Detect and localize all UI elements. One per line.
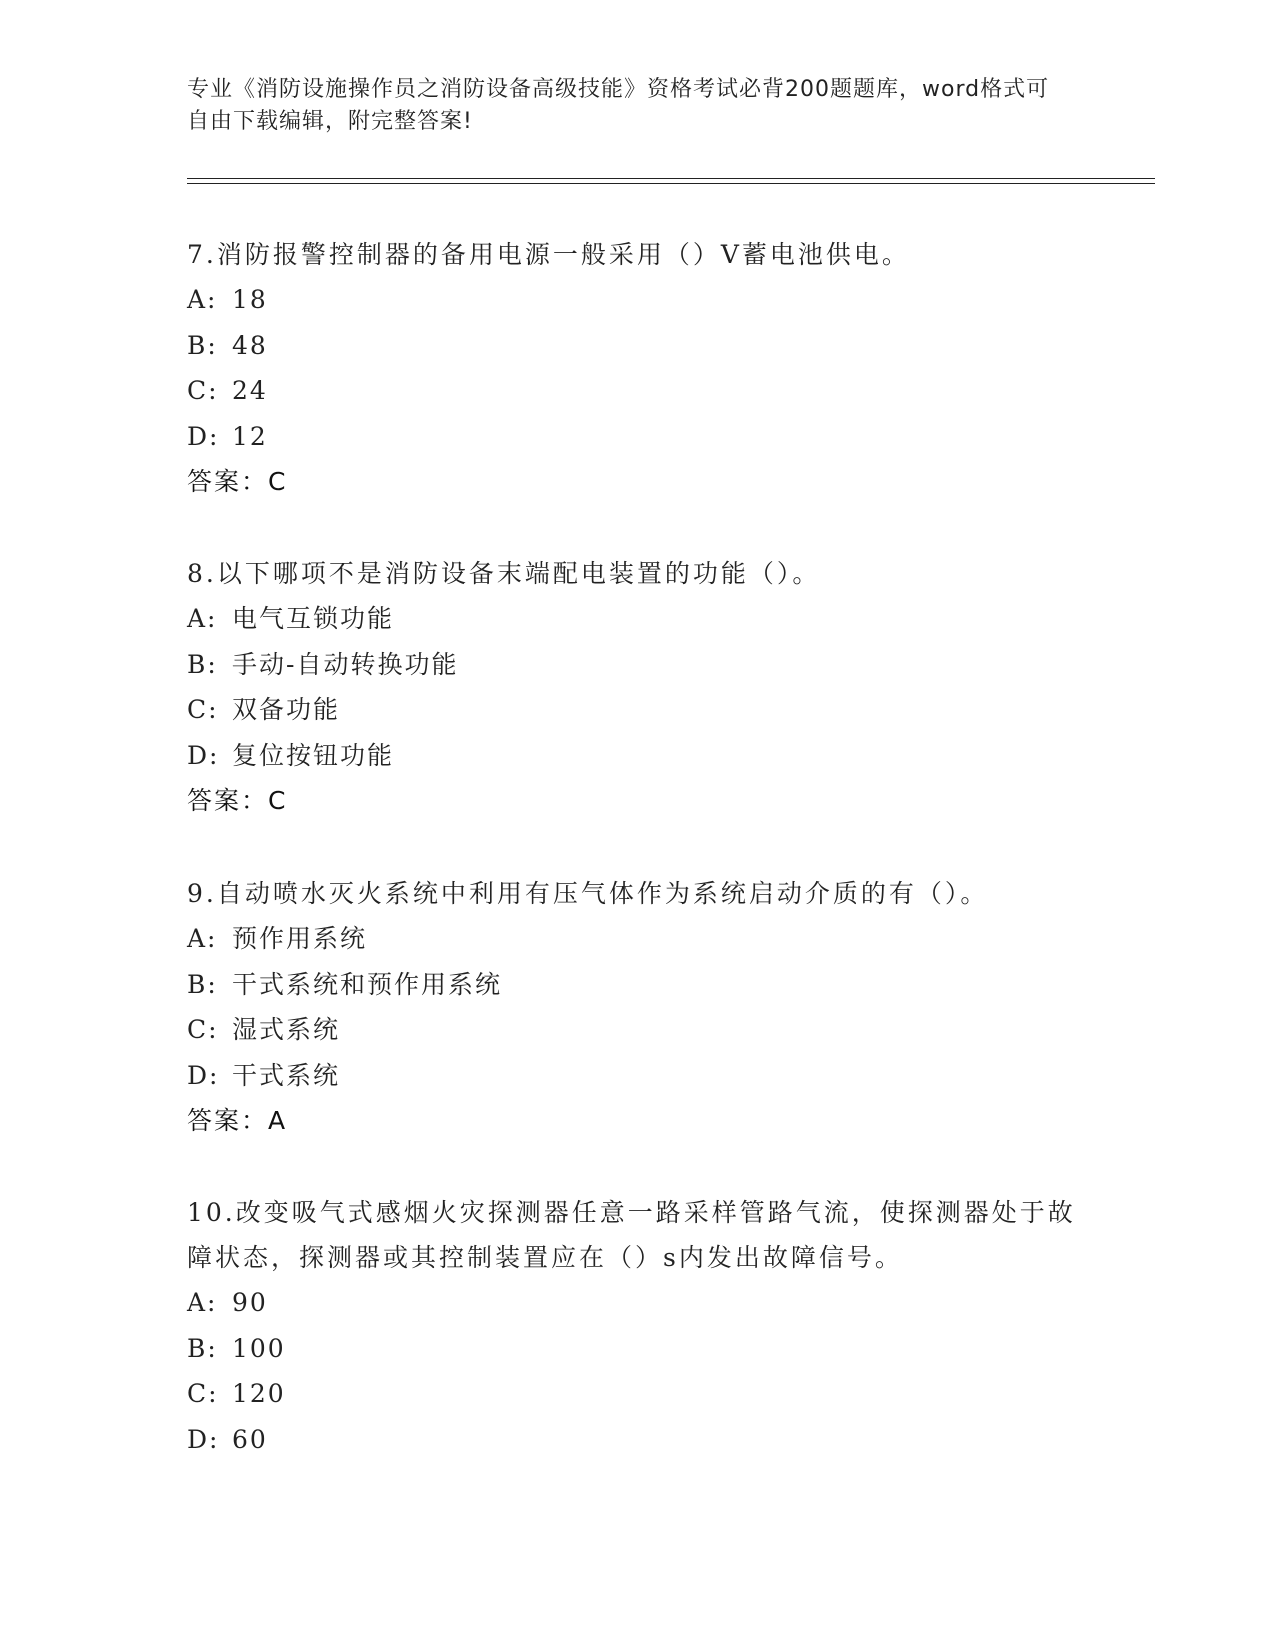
option-key: B: xyxy=(187,969,218,999)
option-key: C: xyxy=(187,376,219,405)
option-c xyxy=(187,1371,1087,1417)
option-key: C: xyxy=(187,1015,219,1044)
option-a xyxy=(187,596,1087,642)
option-c xyxy=(187,1007,1087,1053)
question-block xyxy=(187,551,1087,824)
option-b xyxy=(187,642,1087,688)
option-key: B: xyxy=(187,649,218,679)
question-stem: 8.以下哪项不是消防设备末端配电装置的功能（）。 xyxy=(187,559,821,588)
option-a xyxy=(187,277,1087,323)
option-d xyxy=(187,1053,1087,1099)
option-key: B: xyxy=(187,1333,218,1363)
answer-line: 答案：C xyxy=(187,467,288,496)
question-block xyxy=(187,871,1087,1144)
option-key: A: xyxy=(187,285,218,314)
header-divider-bottom xyxy=(187,183,1155,184)
option-key: D: xyxy=(187,740,220,770)
option-key: D: xyxy=(187,1060,220,1090)
question-block xyxy=(187,232,1087,505)
option-key: C: xyxy=(187,695,219,724)
option-text: 双备功能 xyxy=(232,695,341,724)
question-stem: 9.自动喷水灭火系统中利用有压气体作为系统启动介质的有（）。 xyxy=(187,879,989,908)
option-text: 18 xyxy=(232,285,268,314)
option-d xyxy=(187,733,1087,779)
option-text: 干式系统 xyxy=(232,1060,341,1090)
option-text: 120 xyxy=(232,1379,286,1408)
question-stem: 10.改变吸气式感烟火灾探测器任意一路采样管路气流，使探测器处于故障状态，探测器或其控制装置应在（）s内发出故障信号。 xyxy=(187,1198,1076,1272)
option-text: 湿式系统 xyxy=(232,1015,341,1044)
option-text: 48 xyxy=(232,330,268,360)
document-header: 专业《消防设施操作员之消防设备高级技能》资格考试必背200题题库，word格式可自由下载编辑，附完整答案! xyxy=(187,77,1050,134)
option-b xyxy=(187,962,1087,1008)
option-key: D: xyxy=(187,421,220,451)
option-a xyxy=(187,916,1087,962)
option-text: 电气互锁功能 xyxy=(232,604,395,633)
option-text: 12 xyxy=(232,421,268,451)
option-key: A: xyxy=(187,924,218,953)
header-divider-top xyxy=(187,178,1155,179)
option-d xyxy=(187,414,1087,460)
question-stem: 7.消防报警控制器的备用电源一般采用（）V蓄电池供电。 xyxy=(187,240,910,269)
option-text: 100 xyxy=(232,1333,286,1363)
answer-line: 答案：C xyxy=(187,786,288,815)
option-key: B: xyxy=(187,330,218,360)
option-b xyxy=(187,1326,1087,1372)
option-key: A: xyxy=(187,1288,218,1317)
option-a xyxy=(187,1280,1087,1326)
option-c xyxy=(187,687,1087,733)
option-key: A: xyxy=(187,604,218,633)
option-d xyxy=(187,1417,1087,1463)
option-key: D: xyxy=(187,1424,220,1454)
option-key: C: xyxy=(187,1379,219,1408)
option-text: 干式系统和预作用系统 xyxy=(232,969,503,999)
answer-line: 答案：A xyxy=(187,1106,288,1135)
option-text: 复位按钮功能 xyxy=(232,740,395,770)
option-text: 手动-自动转换功能 xyxy=(232,649,459,679)
option-text: 24 xyxy=(232,376,268,405)
option-text: 90 xyxy=(232,1288,268,1317)
option-text: 60 xyxy=(232,1424,268,1454)
option-c xyxy=(187,368,1087,414)
question-block xyxy=(187,1190,1087,1462)
option-b xyxy=(187,323,1087,369)
option-text: 预作用系统 xyxy=(232,924,368,953)
